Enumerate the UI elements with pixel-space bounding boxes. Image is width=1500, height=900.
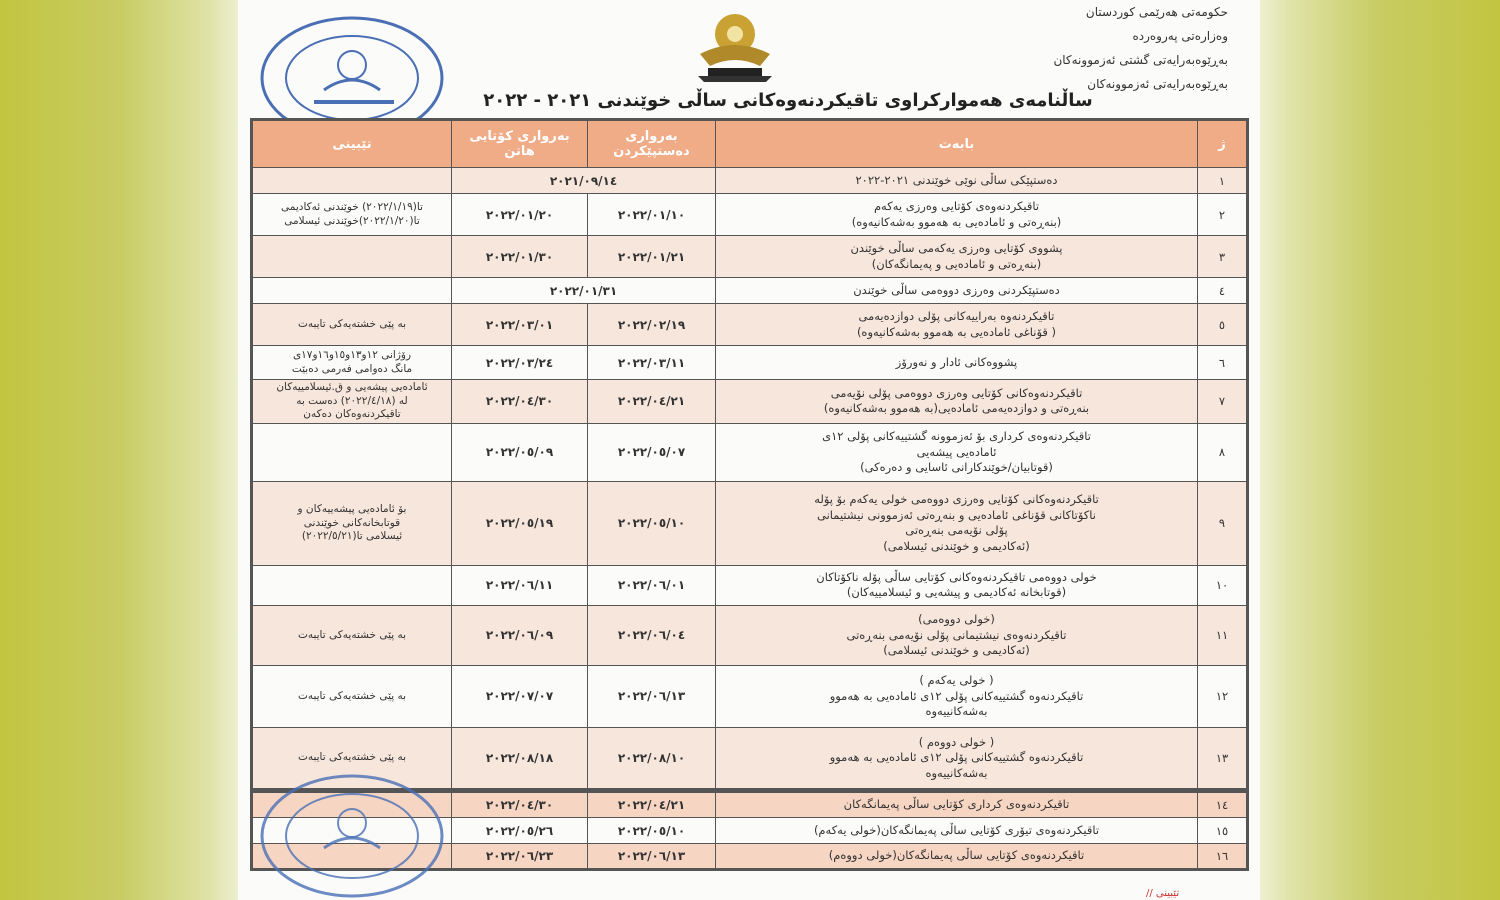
subject-cell — [716, 665, 1198, 727]
date-cell: ٢٠٢٢/٠١/٣١ — [452, 278, 716, 304]
subject-line: ( خولی یەکەم ) — [919, 673, 994, 688]
end-date-cell: ٢٠٢٢/٠٥/٢٦ — [452, 818, 588, 844]
notes-cell — [252, 278, 452, 304]
end-date-cell: ٢٠٢٢/٠٦/٢٣ — [452, 844, 588, 870]
table-row — [252, 346, 1248, 380]
note-line: لە (٢٠٢٢/٤/١٨) دەست بە — [296, 394, 408, 407]
exam-schedule-table — [250, 118, 1249, 791]
note-line: بە پێی خشتەیەکی تایبەت — [297, 317, 407, 330]
subject-line: ( خولی دووەم ) — [918, 734, 995, 749]
note-line: تا(٢٠٢٢/١/٢٠)خوێندنی ئیسلامی — [284, 214, 420, 227]
subject-line: ( قۆناغی ئامادەیی بە هەموو بەشەکانیەوە) — [856, 324, 1057, 339]
end-date-cell: ٢٠٢٢/٠٥/٠٩ — [452, 423, 588, 481]
start-date-cell: ٢٠٢٢/٠٥/١٠ — [588, 481, 716, 565]
note-line: رۆژانی ١٢و١٣و١٥و١٦و١٧ی — [292, 348, 412, 361]
header-subject: بابەت — [716, 120, 1198, 168]
subject-cell — [716, 565, 1198, 605]
end-date-cell: ٢٠٢٢/٠٦/١١ — [452, 565, 588, 605]
subject-cell — [716, 346, 1198, 380]
subject-cell — [716, 194, 1198, 236]
header-number: ژ — [1198, 120, 1248, 168]
subject-line: تاقیکردنەوە گشتییەکانی پۆلی ١٢ی ئامادەیی بە هەموو — [829, 688, 1084, 703]
row-number-cell: ١١ — [1198, 605, 1248, 665]
table-row — [252, 565, 1248, 605]
end-date-cell: ٢٠٢٢/٠٤/٣٠ — [452, 380, 588, 424]
notes-cell — [252, 168, 452, 194]
table-row — [252, 605, 1248, 665]
row-number-cell: ٣ — [1198, 236, 1248, 278]
row-number-cell: ١٥ — [1198, 818, 1248, 844]
note-line: تاقیکردنەوەکان دەکەن — [303, 408, 401, 421]
subject-cell — [716, 304, 1198, 346]
subject-line: تاقیکردنەوەکانی کۆتایی وەرزی دووەمی خولی یەکەم بۆ پۆلە — [814, 492, 1099, 507]
table-row — [252, 380, 1248, 424]
subject-line: پۆلی نۆیەمی بنەڕەتی — [905, 523, 1008, 538]
subject-cell — [716, 278, 1198, 304]
start-date-cell: ٢٠٢٢/٠٢/١٩ — [588, 304, 716, 346]
note-line: مانگ دەوامی فەرمی دەبێت — [291, 362, 413, 375]
note-line: ئامادەیی پیشەیی و ق.ئیسلامییەکان — [276, 381, 428, 393]
subject-line: (ئەکادیمی و خوێندنی ئیسلامی) — [883, 538, 1030, 553]
subject-line: تاقیکردنەوە گشتییەکانی پۆلی ١٢ی ئامادەیی بە هەموو — [829, 750, 1084, 765]
row-number-cell: ٤ — [1198, 278, 1248, 304]
notes-cell — [252, 565, 452, 605]
end-date-cell: ٢٠٢٢/٠١/٢٠ — [452, 194, 588, 236]
subject-line: دەستپێکی ساڵی نوێی خوێندنی ٢٠٢١-٢٠٢٢ — [855, 172, 1058, 187]
subject-cell: تاقیکردنەوەی کرداری کۆتایی ساڵی پەیمانگەکان — [716, 792, 1198, 818]
table-row — [252, 665, 1248, 727]
end-date-cell: ٢٠٢٢/٠٥/١٩ — [452, 481, 588, 565]
row-number-cell: ٦ — [1198, 346, 1248, 380]
subject-cell — [716, 727, 1198, 789]
ministry-header — [968, 0, 1228, 96]
subject-cell — [716, 168, 1198, 194]
end-date-cell: ٢٠٢٢/٠٣/٠١ — [452, 304, 588, 346]
start-date-cell: ٢٠٢٢/٠٥/١٠ — [588, 818, 716, 844]
table-body — [252, 168, 1248, 790]
note-line: قوتابخانەکانی خوێندنی — [303, 516, 401, 529]
start-date-cell: ٢٠٢٢/٠٤/٢١ — [588, 792, 716, 818]
row-number-cell: ١٢ — [1198, 665, 1248, 727]
end-date-cell: ٢٠٢٢/٠١/٣٠ — [452, 236, 588, 278]
end-date-cell: ٢٠٢٢/٠٣/٢٤ — [452, 346, 588, 380]
subject-line: (ئەکادیمی و خوێندنی ئیسلامی) — [883, 643, 1030, 658]
subject-line: (بنەڕەتی و ئامادەیی و پەیمانگەکان) — [871, 256, 1042, 271]
notes-cell — [252, 665, 452, 727]
header-line: بەڕێوەبەرایەتی ئەزموونەکان — [1087, 77, 1228, 91]
table-row — [252, 168, 1248, 194]
notes-cell — [252, 481, 452, 565]
start-date-cell: ٢٠٢٢/٠٦/٠٤ — [588, 605, 716, 665]
subject-cell — [716, 481, 1198, 565]
notes-cell — [252, 605, 452, 665]
table-row — [252, 304, 1248, 346]
subject-line: بنەڕەتی و دوازدەیەمی ئامادەیی(بە هەموو بەشەکانیەوە) — [823, 401, 1090, 416]
note-line: بە پێی خشتەیەکی تایبەت — [297, 628, 407, 641]
subject-line: تاقیکردنەوەکانی کۆتایی وەرزی دووەمی پۆلی نۆیەمی — [830, 385, 1083, 400]
row-number-cell: ١٦ — [1198, 844, 1248, 870]
subject-cell: تاقیکردنەوەی تیۆری کۆتایی ساڵی پەیمانگەکان(خولی یەکەم) — [716, 818, 1198, 844]
start-date-cell: ٢٠٢٢/٠١/٢١ — [588, 236, 716, 278]
row-number-cell: ٩ — [1198, 481, 1248, 565]
row-number-cell: ١٠ — [1198, 565, 1248, 605]
row-number-cell: ٢ — [1198, 194, 1248, 236]
subject-line: دەستپێکردنی وەرزی دووەمی ساڵی خوێندن — [853, 282, 1060, 297]
subject-line: (خولی دووەمی) — [918, 612, 995, 627]
end-date-cell: ٢٠٢٢/٠٨/١٨ — [452, 727, 588, 789]
subject-line: بەشەکانییەوە — [925, 765, 988, 780]
row-number-cell: ١ — [1198, 168, 1248, 194]
start-date-cell: ٢٠٢٢/٠٨/١٠ — [588, 727, 716, 789]
kurdistan-emblem-icon — [690, 6, 780, 86]
start-date-cell: ٢٠٢٢/٠٣/١١ — [588, 346, 716, 380]
start-date-cell: ٢٠٢٢/٠٤/٢١ — [588, 380, 716, 424]
subject-line: تاقیکردنەوەی نیشتیمانی پۆلی نۆیەمی بنەڕەتی — [846, 627, 1067, 642]
row-number-cell: ٨ — [1198, 423, 1248, 481]
footer-note: تێبینی // — [1146, 888, 1180, 899]
subject-line: ئامادەیی پیشەیی — [916, 444, 997, 459]
subject-line: (قوتابخانە ئەکادیمی و پیشەیی و ئیسلامییەکان) — [846, 585, 1067, 600]
document-page — [238, 0, 1260, 900]
subject-cell — [716, 236, 1198, 278]
header-line: حکومەتی هەرێمی کوردستان — [1085, 5, 1228, 19]
subject-cell: تاقیکردنەوەی کۆتایی ساڵی پەیمانگەکان(خولی دووەم) — [716, 844, 1198, 870]
start-date-cell: ٢٠٢٢/٠٦/١٣ — [588, 665, 716, 727]
start-date-cell: ٢٠٢٢/٠٦/٠١ — [588, 565, 716, 605]
row-number-cell: ١٤ — [1198, 792, 1248, 818]
start-date-cell: ٢٠٢٢/٠٦/١٣ — [588, 844, 716, 870]
end-date-cell: ٢٠٢٢/٠٤/٣٠ — [452, 792, 588, 818]
end-date-cell: ٢٠٢٢/٠٧/٠٧ — [452, 665, 588, 727]
table-row — [252, 194, 1248, 236]
subject-line: (قوتابیان/خوێندکارانی ئاسایی و دەرەکی) — [860, 460, 1053, 475]
table-row — [252, 423, 1248, 481]
subject-cell — [716, 423, 1198, 481]
note-line: تا(٢٠٢٢/١/١٩) خوێندنی ئەکادیمی — [281, 200, 423, 213]
subject-line: پشووی کۆتایی وەرزی یەکەمی ساڵی خوێندن — [850, 240, 1063, 255]
table-row — [252, 278, 1248, 304]
subject-line: پشووەکانی ئادار و نەورۆز — [895, 354, 1018, 369]
start-date-cell: ٢٠٢٢/٠٥/٠٧ — [588, 423, 716, 481]
notes-cell — [252, 236, 452, 278]
subject-line: تاقیکردنەوە بەراییەکانی پۆلی دوازدەیەمی — [858, 308, 1055, 323]
header-start-date: بەرواری دەستپێکردن — [588, 120, 716, 168]
notes-cell — [252, 304, 452, 346]
document-title: ساڵنامەی هەموارکراوی تاقیکردنەوەکانی ساڵی خوێندنی ٢٠٢١ - ٢٠٢٢ — [483, 90, 1093, 111]
subject-line: تاقیکردنەوەی کرداری بۆ ئەزموونە گشتییەکانی پۆلی ١٢ی — [822, 429, 1091, 444]
date-cell: ٢٠٢١/٠٩/١٤ — [452, 168, 716, 194]
row-number-cell: ٥ — [1198, 304, 1248, 346]
subject-line: بەشەکانییەوە — [925, 704, 988, 719]
notes-cell — [252, 194, 452, 236]
header-end-date: بەرواری کۆتایی هاتن — [452, 120, 588, 168]
subject-cell — [716, 380, 1198, 424]
note-line: بە پێی خشتەیەکی تایبەت — [297, 751, 407, 764]
notes-cell — [252, 380, 452, 424]
subject-line: (بنەڕەتی و ئامادەیی بە هەموو بەشەکانیەوە) — [851, 214, 1062, 229]
row-number-cell: ١٣ — [1198, 727, 1248, 789]
subject-cell — [716, 605, 1198, 665]
header-line: بەڕێوەبەرایەتی گشتی ئەزموونەکان — [1053, 53, 1228, 67]
table-row — [252, 236, 1248, 278]
table-row — [252, 481, 1248, 565]
note-line: بۆ ئامادەیی پیشەییەکان و — [297, 502, 407, 515]
start-date-cell: ٢٠٢٢/٠١/١٠ — [588, 194, 716, 236]
subject-line: ناکۆتاکانی قۆناغی ئامادەیی و بنەڕەتی ئەزموونی نیشتیمانی — [817, 507, 1096, 522]
official-stamp-icon — [254, 768, 444, 898]
subject-line: تاقیکردنەوەی کۆتایی وەرزی یەکەم — [873, 198, 1040, 213]
end-date-cell: ٢٠٢٢/٠٦/٠٩ — [452, 605, 588, 665]
header-line: وەزارەتی پەروەردە — [1132, 29, 1228, 43]
notes-cell — [252, 423, 452, 481]
notes-cell — [252, 346, 452, 380]
row-number-cell: ٧ — [1198, 380, 1248, 424]
subject-line: خولی دووەمی تاقیکردنەوەکانی کۆتایی ساڵی پۆلە ناکۆتاکان — [816, 569, 1097, 584]
note-line: ئیسلامی تا(٢٠٢٢/٥/٢١) — [301, 530, 403, 543]
header-notes: تێبینی — [252, 120, 452, 168]
note-line: بە پێی خشتەیەکی تایبەت — [297, 689, 407, 702]
